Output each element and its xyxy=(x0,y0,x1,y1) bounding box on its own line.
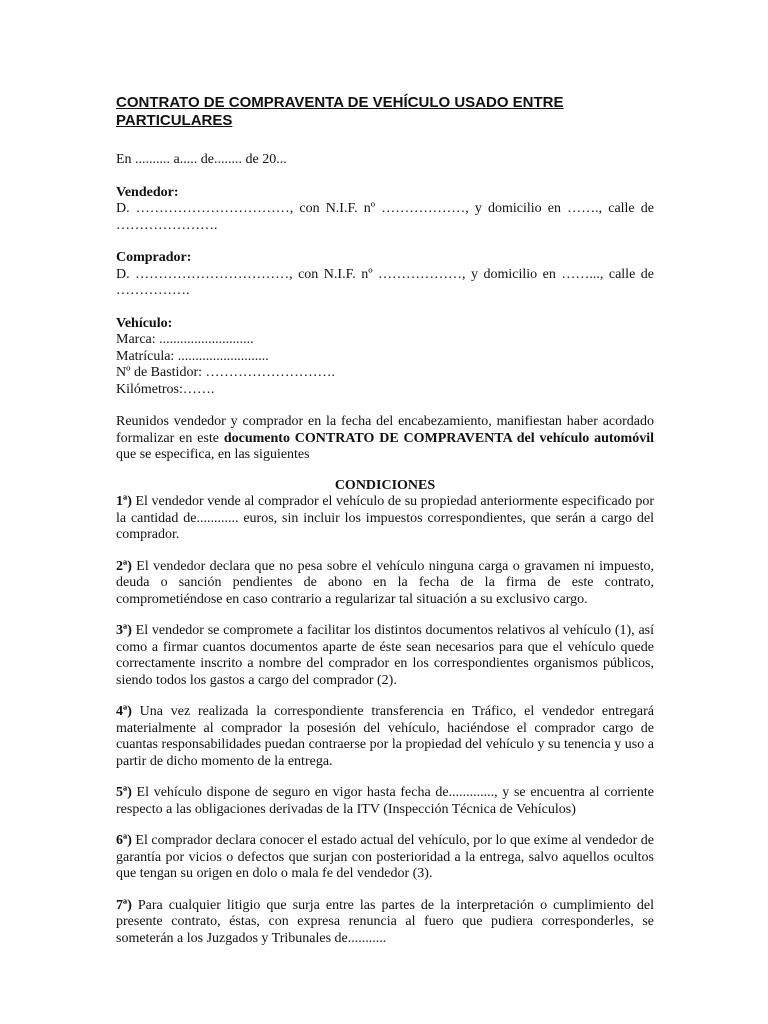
condition-number: 7ª) xyxy=(116,897,132,913)
vehicle-brand: Marca: ........................... xyxy=(116,332,254,347)
condition-item xyxy=(116,704,654,770)
buyer-line-1: D. ……………………………, con N.I.F. nº ………………, y domicilio en ……..., calle de xyxy=(116,266,654,282)
condition-text: El vehículo dispone de seguro en vigor hasta fecha de............., y se encuentra al corriente respecto a las obligaciones derivadas de la ITV (Inspección Técnica de Vehículos) xyxy=(116,785,654,817)
vehicle-km: Kilómetros:……. xyxy=(116,381,215,397)
seller-line-1: D. ……………………………, con N.I.F. nº ………………, y domicilio en ……., calle de xyxy=(116,201,654,216)
intro-paragraph xyxy=(116,414,654,464)
condition-item xyxy=(116,623,654,689)
condition-text: El vendedor vende al comprador el vehículo de su propiedad anteriormente especificado por la cantidad de............ euros, sin incluir los impuestos correspondientes, que serán a cargo del comprador. xyxy=(116,494,654,542)
seller-section xyxy=(116,185,654,235)
condition-number: 5ª) xyxy=(116,785,132,800)
vehicle-section xyxy=(116,316,654,399)
condition-number: 1ª) xyxy=(116,494,132,509)
condition-number: 2ª) xyxy=(116,558,132,574)
condition-number: 6ª) xyxy=(116,833,132,848)
condition-number: 4ª) xyxy=(116,704,132,719)
condition-text: Para cualquier litigio que surja entre las partes de la interpretación o cumplimiento del presente contrato, éstas, con expresa renuncia al fuero que pudiera corresponderles, se someterán a los Juzgados y Tribunales de........... xyxy=(116,897,654,946)
condition-number: 3ª) xyxy=(116,623,132,638)
condition-item xyxy=(116,785,654,818)
condition-text: Una vez realizada la correspondiente transferencia en Tráfico, el vendedor entregará materialmente al comprador la posesión del vehículo, haciéndose el comprador cargo de cuantas responsabilidades puedan contraerse por la propiedad del vehículo y su tenencia y uso a partir de dicho momento de la entrega. xyxy=(116,704,654,769)
seller-label: Vendedor: xyxy=(116,184,179,200)
condition-text: El vendedor declara que no pesa sobre el vehículo ninguna carga o gravamen ni impuesto, deuda o sanción pendientes de abono en la fecha de la firma de este contrato, comprometiéndose en caso contrario a regularizar tal situación a su exclusivo cargo. xyxy=(116,558,654,607)
intro-text-end: que se especifica, en las siguientes xyxy=(116,447,310,462)
condition-item xyxy=(116,898,654,948)
title-line-2: PARTICULARES xyxy=(116,112,233,129)
document-body xyxy=(116,94,654,962)
condition-item xyxy=(116,494,654,544)
condition-text: El vendedor se compromete a facilitar los distintos documentos relativos al vehículo (1), así como a firmar cuantos documentos aparte de éste sean necesarios para que el vehículo quede correctamente inscrito a nombre del comprador en los correspondientes organismos públicos, siendo todos los gastos a cargo del comprador (2). xyxy=(116,623,654,688)
conditions-list xyxy=(116,494,654,947)
buyer-line-2: ……………. xyxy=(116,283,190,298)
intro-bold-text: documento CONTRATO DE COMPRAVENTA del vehículo automóvil xyxy=(223,430,654,446)
buyer-label: Comprador: xyxy=(116,250,192,265)
intro-text-start: Reunidos vendedor y comprador en la fecha del encabezamiento, manifiestan haber acordado formalizar en este xyxy=(116,414,654,446)
condition-text: El comprador declara conocer el estado actual del vehículo, por lo que exime al vendedor de garantía por vicios o defectos que surjan con posterioridad a la entrega, salvo aquellos ocultos que tengan su origen en dolo o mala fe del vendedor (3). xyxy=(116,833,654,881)
vehicle-plate: Matrícula: .......................... xyxy=(116,348,269,364)
condition-item xyxy=(116,833,654,883)
date-line: En .......... a..... de........ de 20... xyxy=(116,152,287,167)
condition-item xyxy=(116,559,654,609)
seller-line-2: …………………. xyxy=(116,217,218,233)
document-title xyxy=(116,94,654,130)
vehicle-chassis: Nº de Bastidor: ………………………. xyxy=(116,365,335,380)
conditions-heading: CONDICIONES xyxy=(334,477,436,493)
vehicle-label: Vehículo: xyxy=(116,315,173,331)
buyer-section xyxy=(116,250,654,300)
title-line-1: CONTRATO DE COMPRAVENTA DE VEHÍCULO USADO ENTRE xyxy=(116,94,564,111)
